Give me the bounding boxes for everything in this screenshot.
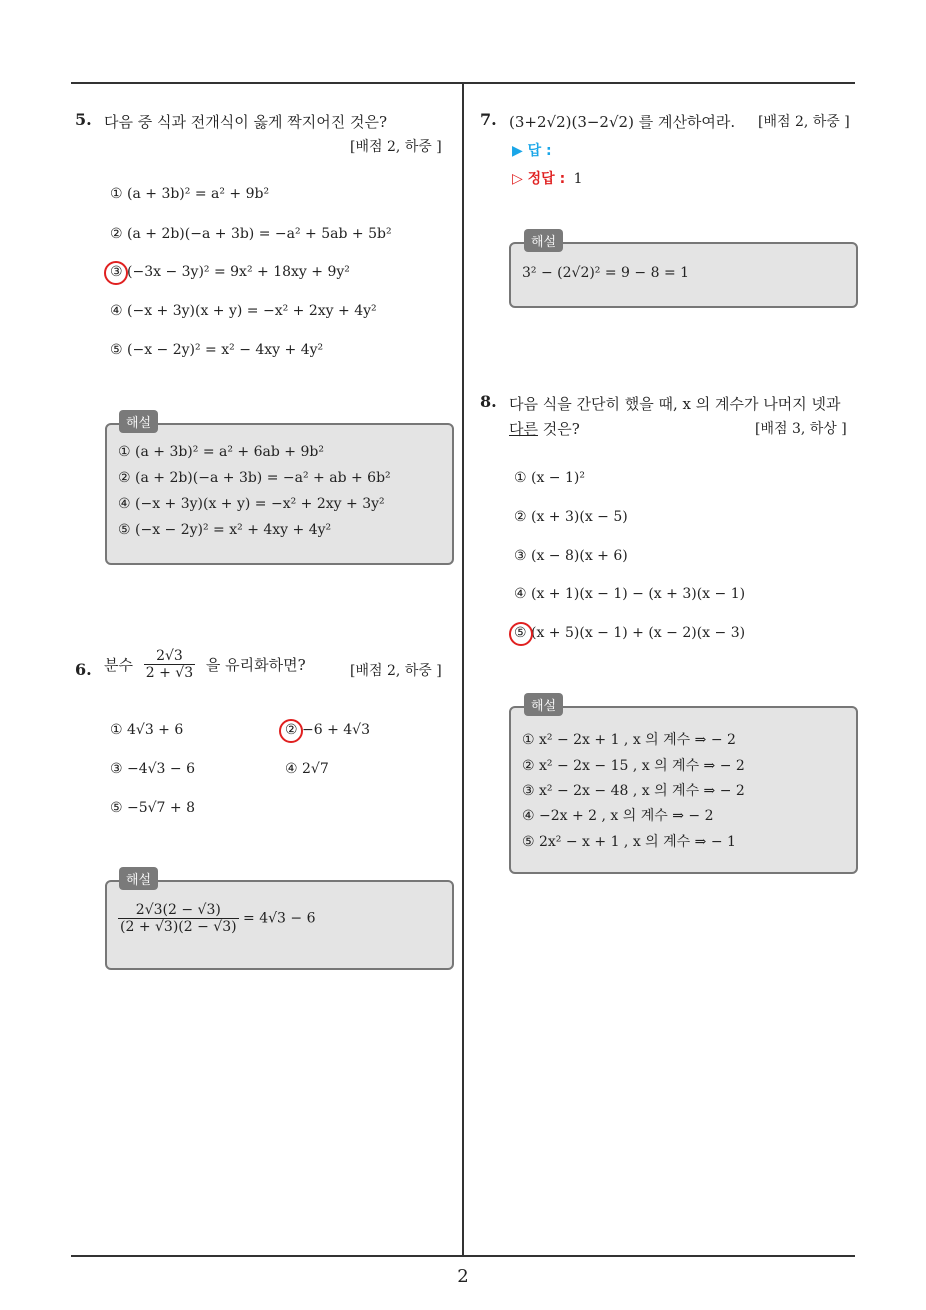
q7-explanation-label: 해설 [524, 229, 563, 252]
question-6-number: 6. [75, 660, 92, 679]
q5-explanation-line: ④ (−x + 3y)(x + y) = −x² + 2xy + 3y² [118, 496, 385, 512]
question-7-number: 7. [480, 110, 497, 129]
q8-option-3[interactable]: ③ (x − 8)(x + 6) [514, 548, 628, 564]
question-5-score: [배점 2, 하중 ] [350, 139, 442, 155]
page-number: 2 [457, 1266, 469, 1287]
q8-explanation-label: 해설 [524, 693, 563, 716]
q5-selected-mark [104, 261, 128, 285]
q5-explanation-line: ② (a + 2b)(−a + 3b) = −a² + ab + 6b² [118, 470, 391, 486]
q5-option-3[interactable]: ③ (−3x − 3y)² = 9x² + 18xy + 9y² [110, 264, 350, 280]
q5-explanation-label: 해설 [119, 410, 158, 433]
question-6-fraction-denominator: 2 + √3 [145, 665, 194, 681]
q5-option-4[interactable]: ④ (−x + 3y)(x + y) = −x² + 2xy + 4y² [110, 303, 377, 319]
q6-option-5[interactable]: ⑤ −5√7 + 8 [110, 800, 196, 816]
question-6-fraction-numerator: 2√3 [144, 648, 195, 665]
q8-option-5[interactable]: ⑤ (x + 5)(x − 1) + (x − 2)(x − 3) [514, 625, 746, 641]
q8-explanation-line: ⑤ 2x² − x + 1 , x 의 계수 ⇒ − 1 [522, 834, 736, 850]
question-8-text-line1: 다음 식을 간단히 했을 때, x 의 계수가 나머지 넷과 [509, 395, 841, 413]
q8-option-4[interactable]: ④ (x + 1)(x − 1) − (x + 3)(x − 1) [514, 586, 746, 602]
question-7-score: [배점 2, 하중 ] [758, 114, 850, 130]
q6-explanation-fraction [118, 902, 239, 935]
question-5-number: 5. [75, 110, 92, 129]
question-8-underlined-word: 다른 [509, 420, 538, 438]
q5-explanation-line: ⑤ (−x − 2y)² = x² + 4xy + 4y² [118, 522, 332, 538]
q6-explanation-numerator: 2√3(2 − √3) [118, 902, 239, 919]
q7-correct-answer [512, 168, 583, 188]
q7-correct-value: 1 [573, 171, 583, 187]
question-8-score: [배점 3, 하상 ] [755, 421, 847, 437]
q5-option-1[interactable]: ① (a + 3b)² = a² + 9b² [110, 186, 270, 202]
q6-option-4[interactable]: ④ 2√7 [285, 761, 329, 777]
q5-option-5[interactable]: ⑤ (−x − 2y)² = x² − 4xy + 4y² [110, 342, 324, 358]
q7-correct-label: ▷ 정답 : [512, 171, 566, 187]
question-6-score: [배점 2, 하중 ] [350, 663, 442, 679]
question-6-text-after: 을 유리화하면? [205, 656, 306, 674]
q6-selected-mark [279, 719, 303, 743]
q8-explanation-line: ① x² − 2x + 1 , x 의 계수 ⇒ − 2 [522, 732, 736, 748]
q5-explanation-line: ① (a + 3b)² = a² + 6ab + 9b² [118, 444, 324, 460]
q8-explanation-line: ③ x² − 2x − 48 , x 의 계수 ⇒ − 2 [522, 783, 745, 799]
q7-explanation-line: 3² − (2√2)² = 9 − 8 = 1 [522, 265, 690, 281]
q8-explanation-line: ④ −2x + 2 , x 의 계수 ⇒ − 2 [522, 808, 714, 824]
column-divider [462, 83, 464, 1256]
q8-selected-mark [509, 622, 533, 646]
q8-explanation-line: ② x² − 2x − 15 , x 의 계수 ⇒ − 2 [522, 758, 745, 774]
question-6-text [104, 648, 306, 681]
q6-option-2[interactable]: ② −6 + 4√3 [285, 722, 371, 738]
q6-explanation-rhs: = 4√3 − 6 [243, 910, 316, 927]
question-5-text: 다음 중 식과 전개식이 옳게 짝지어진 것은? [104, 113, 387, 131]
q6-option-1[interactable]: ① 4√3 + 6 [110, 722, 184, 738]
q6-explanation-formula [118, 902, 316, 935]
q6-explanation-denominator: (2 + √3)(2 − √3) [120, 919, 237, 935]
question-6-fraction [144, 648, 195, 681]
question-6-text-before: 분수 [104, 656, 133, 674]
q8-option-1[interactable]: ① (x − 1)² [514, 470, 585, 486]
q6-option-3[interactable]: ③ −4√3 − 6 [110, 761, 196, 777]
question-7-text: (3+2√2)(3−2√2) 를 계산하여라. [509, 113, 736, 131]
question-8-text-line2 [509, 418, 580, 439]
question-8-text-rest: 것은? [537, 420, 580, 438]
q5-option-2[interactable]: ② (a + 2b)(−a + 3b) = −a² + 5ab + 5b² [110, 226, 392, 242]
question-8-number: 8. [480, 392, 497, 411]
q8-option-2[interactable]: ② (x + 3)(x − 5) [514, 509, 628, 525]
q6-explanation-label: 해설 [119, 867, 158, 890]
q7-answer-label: ▶ 답 : [512, 143, 552, 159]
